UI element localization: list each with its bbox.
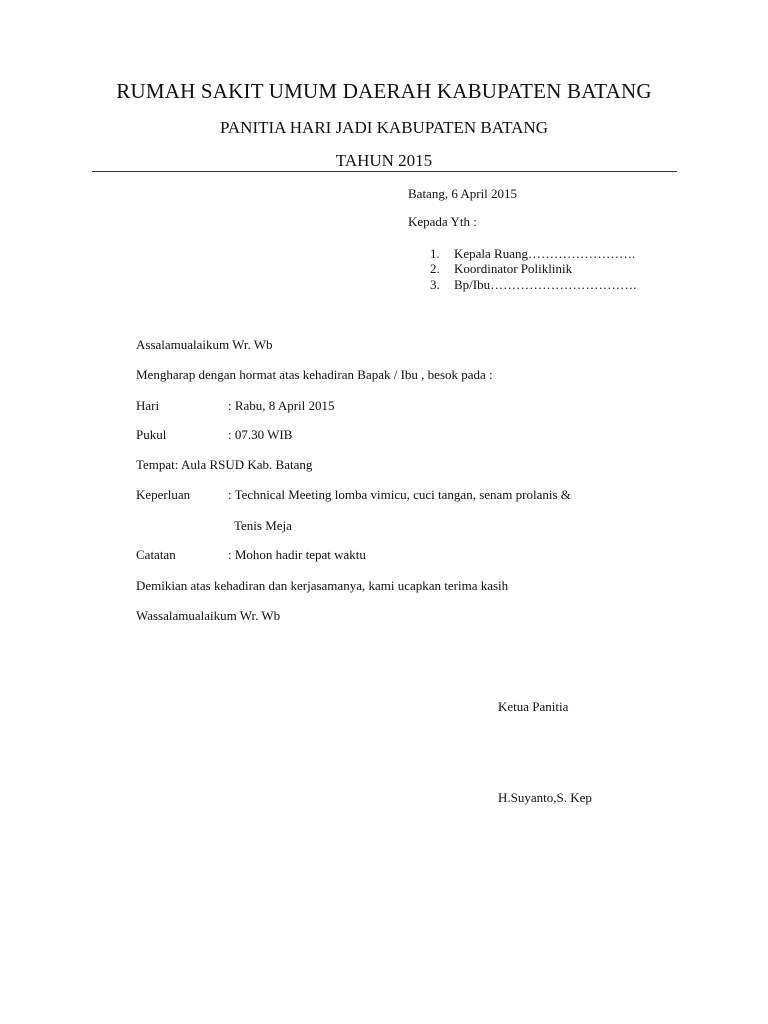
- purpose-value: : Technical Meeting lomba vimicu, cuci tangan, senam prolanis &: [228, 487, 571, 502]
- place-line: Tempat: Aula RSUD Kab. Batang: [136, 457, 313, 472]
- recipient-text: Kepala Ruang…………………….: [454, 246, 636, 261]
- day-row: [136, 398, 335, 414]
- recipient-item: [430, 246, 635, 262]
- purpose-label: Keperluan: [136, 487, 191, 502]
- committee-title: PANITIA HARI JADI KABUPATEN BATANG: [220, 118, 548, 137]
- signature-name: H.Suyanto,S. Kep: [498, 790, 592, 805]
- recipient-item: [430, 277, 636, 293]
- recipient-number: 2.: [430, 261, 440, 276]
- time-label: Pukul: [136, 427, 167, 442]
- greeting: Assalamualaikum Wr. Wb: [136, 337, 273, 352]
- header-divider: [92, 171, 677, 172]
- recipient-text: Koordinator Poliklinik: [454, 261, 573, 276]
- note-label: Catatan: [136, 547, 176, 562]
- farewell: Wassalamualaikum Wr. Wb: [136, 608, 281, 623]
- recipient-item: [430, 261, 572, 277]
- institution-title: RUMAH SAKIT UMUM DAERAH KABUPATEN BATANG: [116, 79, 652, 103]
- day-label: Hari: [136, 398, 160, 413]
- place-date: Batang, 6 April 2015: [408, 186, 518, 201]
- note-value: : Mohon hadir tepat waktu: [228, 547, 366, 562]
- recipient-number: 1.: [430, 246, 440, 261]
- purpose-continuation: Tenis Meja: [234, 518, 292, 533]
- day-value: : Rabu, 8 April 2015: [228, 398, 335, 413]
- intro-text: Mengharap dengan hormat atas kehadiran Bapak / Ibu , besok pada :: [136, 367, 493, 382]
- recipient-number: 3.: [430, 277, 440, 292]
- year-title: TAHUN 2015: [335, 151, 433, 170]
- note-row: [136, 547, 366, 563]
- time-value: : 07.30 WIB: [228, 427, 293, 442]
- time-row: [136, 427, 292, 443]
- to-label: Kepada Yth :: [408, 214, 477, 229]
- purpose-row: [136, 487, 571, 503]
- recipient-text: Bp/Ibu…………………………….: [454, 277, 637, 292]
- closing-text: Demikian atas kehadiran dan kerjasamanya, kami ucapkan terima kasih: [136, 578, 509, 593]
- signature-title: Ketua Panitia: [498, 699, 569, 714]
